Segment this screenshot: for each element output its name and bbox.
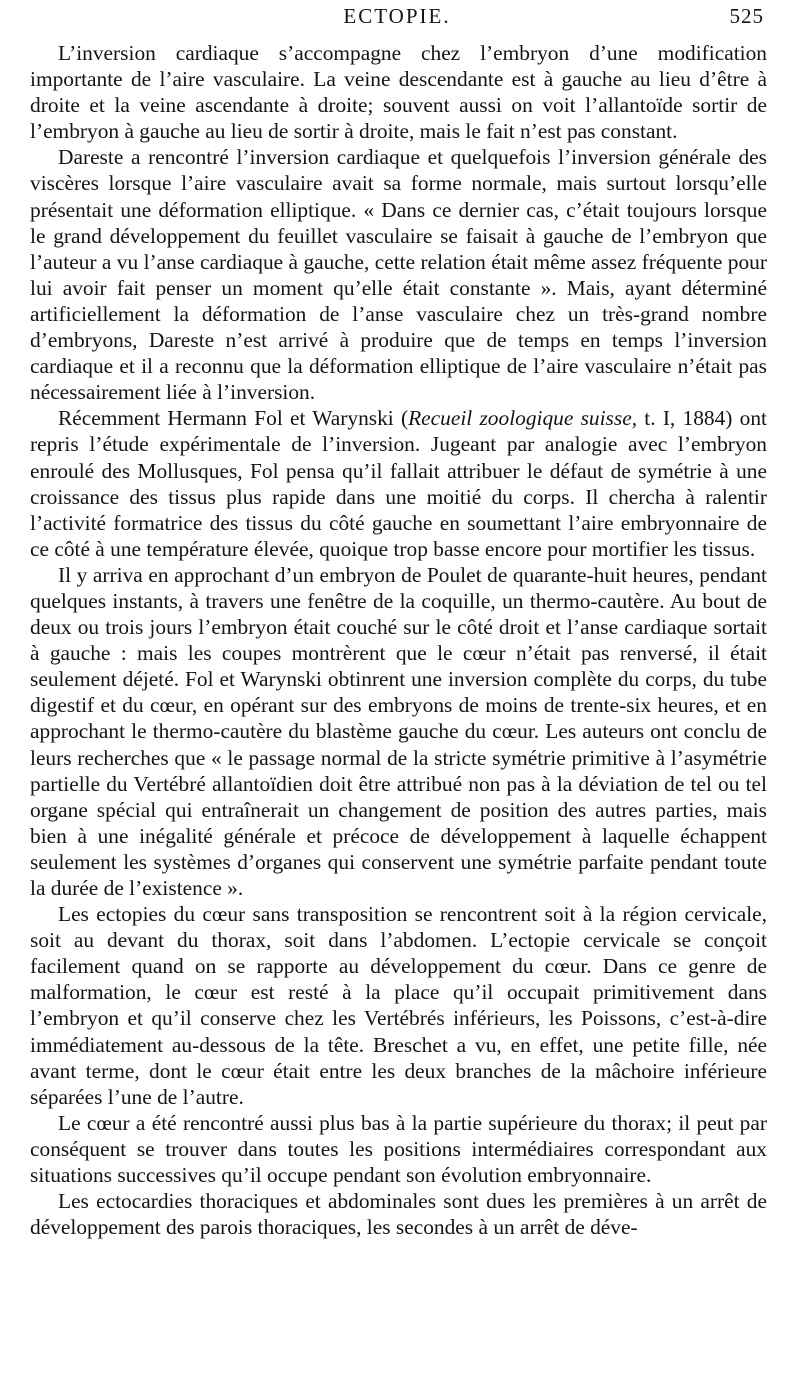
body-text [30, 40, 767, 1240]
paragraph-ectopie-cervicale: Les ectopies du cœur sans transposition se rencontrent soit à la région cervicale, soit au devant du thorax, soit dans l’abdomen. L’ectopie cervicale se conçoit facilement quand on se rapporte au développement du cœur. Dans ce genre de malformation, le cœur est resté à la place qu’il occupait primitivement dans l’embryon et qu’il conserve chez les Vertébrés inférieurs, les Poissons, c’est-à-dire immédiatement au-dessous de la tête. Breschet a vu, en effet, une petite fille, née avant terme, dont le cœur était entre les deux branches de la mâchoire inférieure séparées l’une de l’autre. [30, 902, 767, 1109]
paragraph-dareste: Dareste a rencontré l’inversion cardiaque et quelquefois l’inversion générale des viscères lorsque l’aire vasculaire avait sa forme normale, mais surtout lorsqu’elle présentait une déformation elliptique. « Dans ce dernier cas, c’était toujours lorsque le grand développement du feuillet vasculaire se faisait à gauche de l’embryon que l’auteur a vu l’anse cardiaque à gauche, cette relation était même assez fréquente pour lui avoir fait penser un moment qu’elle était constante ». Mais, ayant déterminé artificiellement la déformation de l’anse vasculaire chez un très-grand nombre d’embryons, Dareste n’est arrivé à produire que de temps en temps l’inversion cardiaque et il a reconnu que la déformation elliptique de l’aire vasculaire n’était pas nécessairement liée à l’inversion. [30, 145, 767, 405]
paragraph-inversion-vasculaire: L’inversion cardiaque s’accompagne chez l’embryon d’une modification importante de l’aire vasculaire. La veine descendante est à gauche au lieu d’être à droite et la veine ascendante à droite; souvent aussi on voit l’allantoïde sortir de l’embryon à gauche au lieu de sortir à droite, mais le fait n’est pas constant. [30, 41, 767, 144]
running-head: ECTOPIE. [343, 4, 451, 28]
paragraph-fol-warynski [30, 405, 767, 562]
paragraph-thermo-cautere: Il y arriva en approchant d’un embryon de Poulet de quarante-huit heures, pendant quelques instants, à travers une fenêtre de la coquille, un thermo-cautère. Au bout de deux ou trois jours l’embryon était couché sur le côté droit et l’anse cardiaque sortait à gauche : mais les coupes montrèrent que le cœur n’était pas renversé, il était seulement déjeté. Fol et Warynski obtinrent une inversion complète du corps, du tube digestif et du cœur, en opérant sur des embryons de moins de trente-six heures, et en approchant le thermo-cautère du blastème gauche du cœur. Les auteurs ont conclu de leurs recherches que « le passage normal de la stricte symétrie primitive à l’asymétrie partielle du Vertébré allantoïdien doit être attribué non pas à la déviation de tel ou tel organe spécial qui entraînerait un changement de position des autres parties, mais bien à une inégalité générale et précoce de développement à laquelle échappent seulement les systèmes d’organes qui conservent une symétrie parfaite pendant toute la durée de l’existence ». [30, 562, 767, 900]
page-number: 525 [729, 4, 764, 28]
paragraph-fol-text-end: t. I, 1884) ont repris l’étude expérimentale de l’inversion. Jugeant par analogie avec l’embryon enroulé des Mollusques, Fol pensa qu’il fallait attribuer le défaut de symétrie à une croissance des tissus plus rapide dans une moitié du corps. Il chercha à ralentir l’activité formatrice des tissus du côté gauche en soumettant l’aire embryonnaire de ce côté à une température élevée, quoique trop basse encore pour mortifier les tissus. [30, 406, 767, 561]
page-header [30, 4, 764, 38]
paragraph-fol-text-start: Récemment Hermann Fol et Warynski ( [58, 406, 409, 431]
paragraph-partie-superieure-thorax: Le cœur a été rencontré aussi plus bas à la partie supérieure du thorax; il peut par conséquent se trouver dans toutes les positions intermédiaires correspondant aux situations successives qu’il occupe pendant son évolution embryonnaire. [30, 1110, 767, 1188]
paragraph-ectocardies: Les ectocardies thoraciques et abdominales sont dues les premières à un arrêt de développement des parois thoraciques, les secondes à un arrêt de déve- [30, 1189, 767, 1240]
journal-title: Recueil zoologique suisse, [408, 406, 638, 431]
